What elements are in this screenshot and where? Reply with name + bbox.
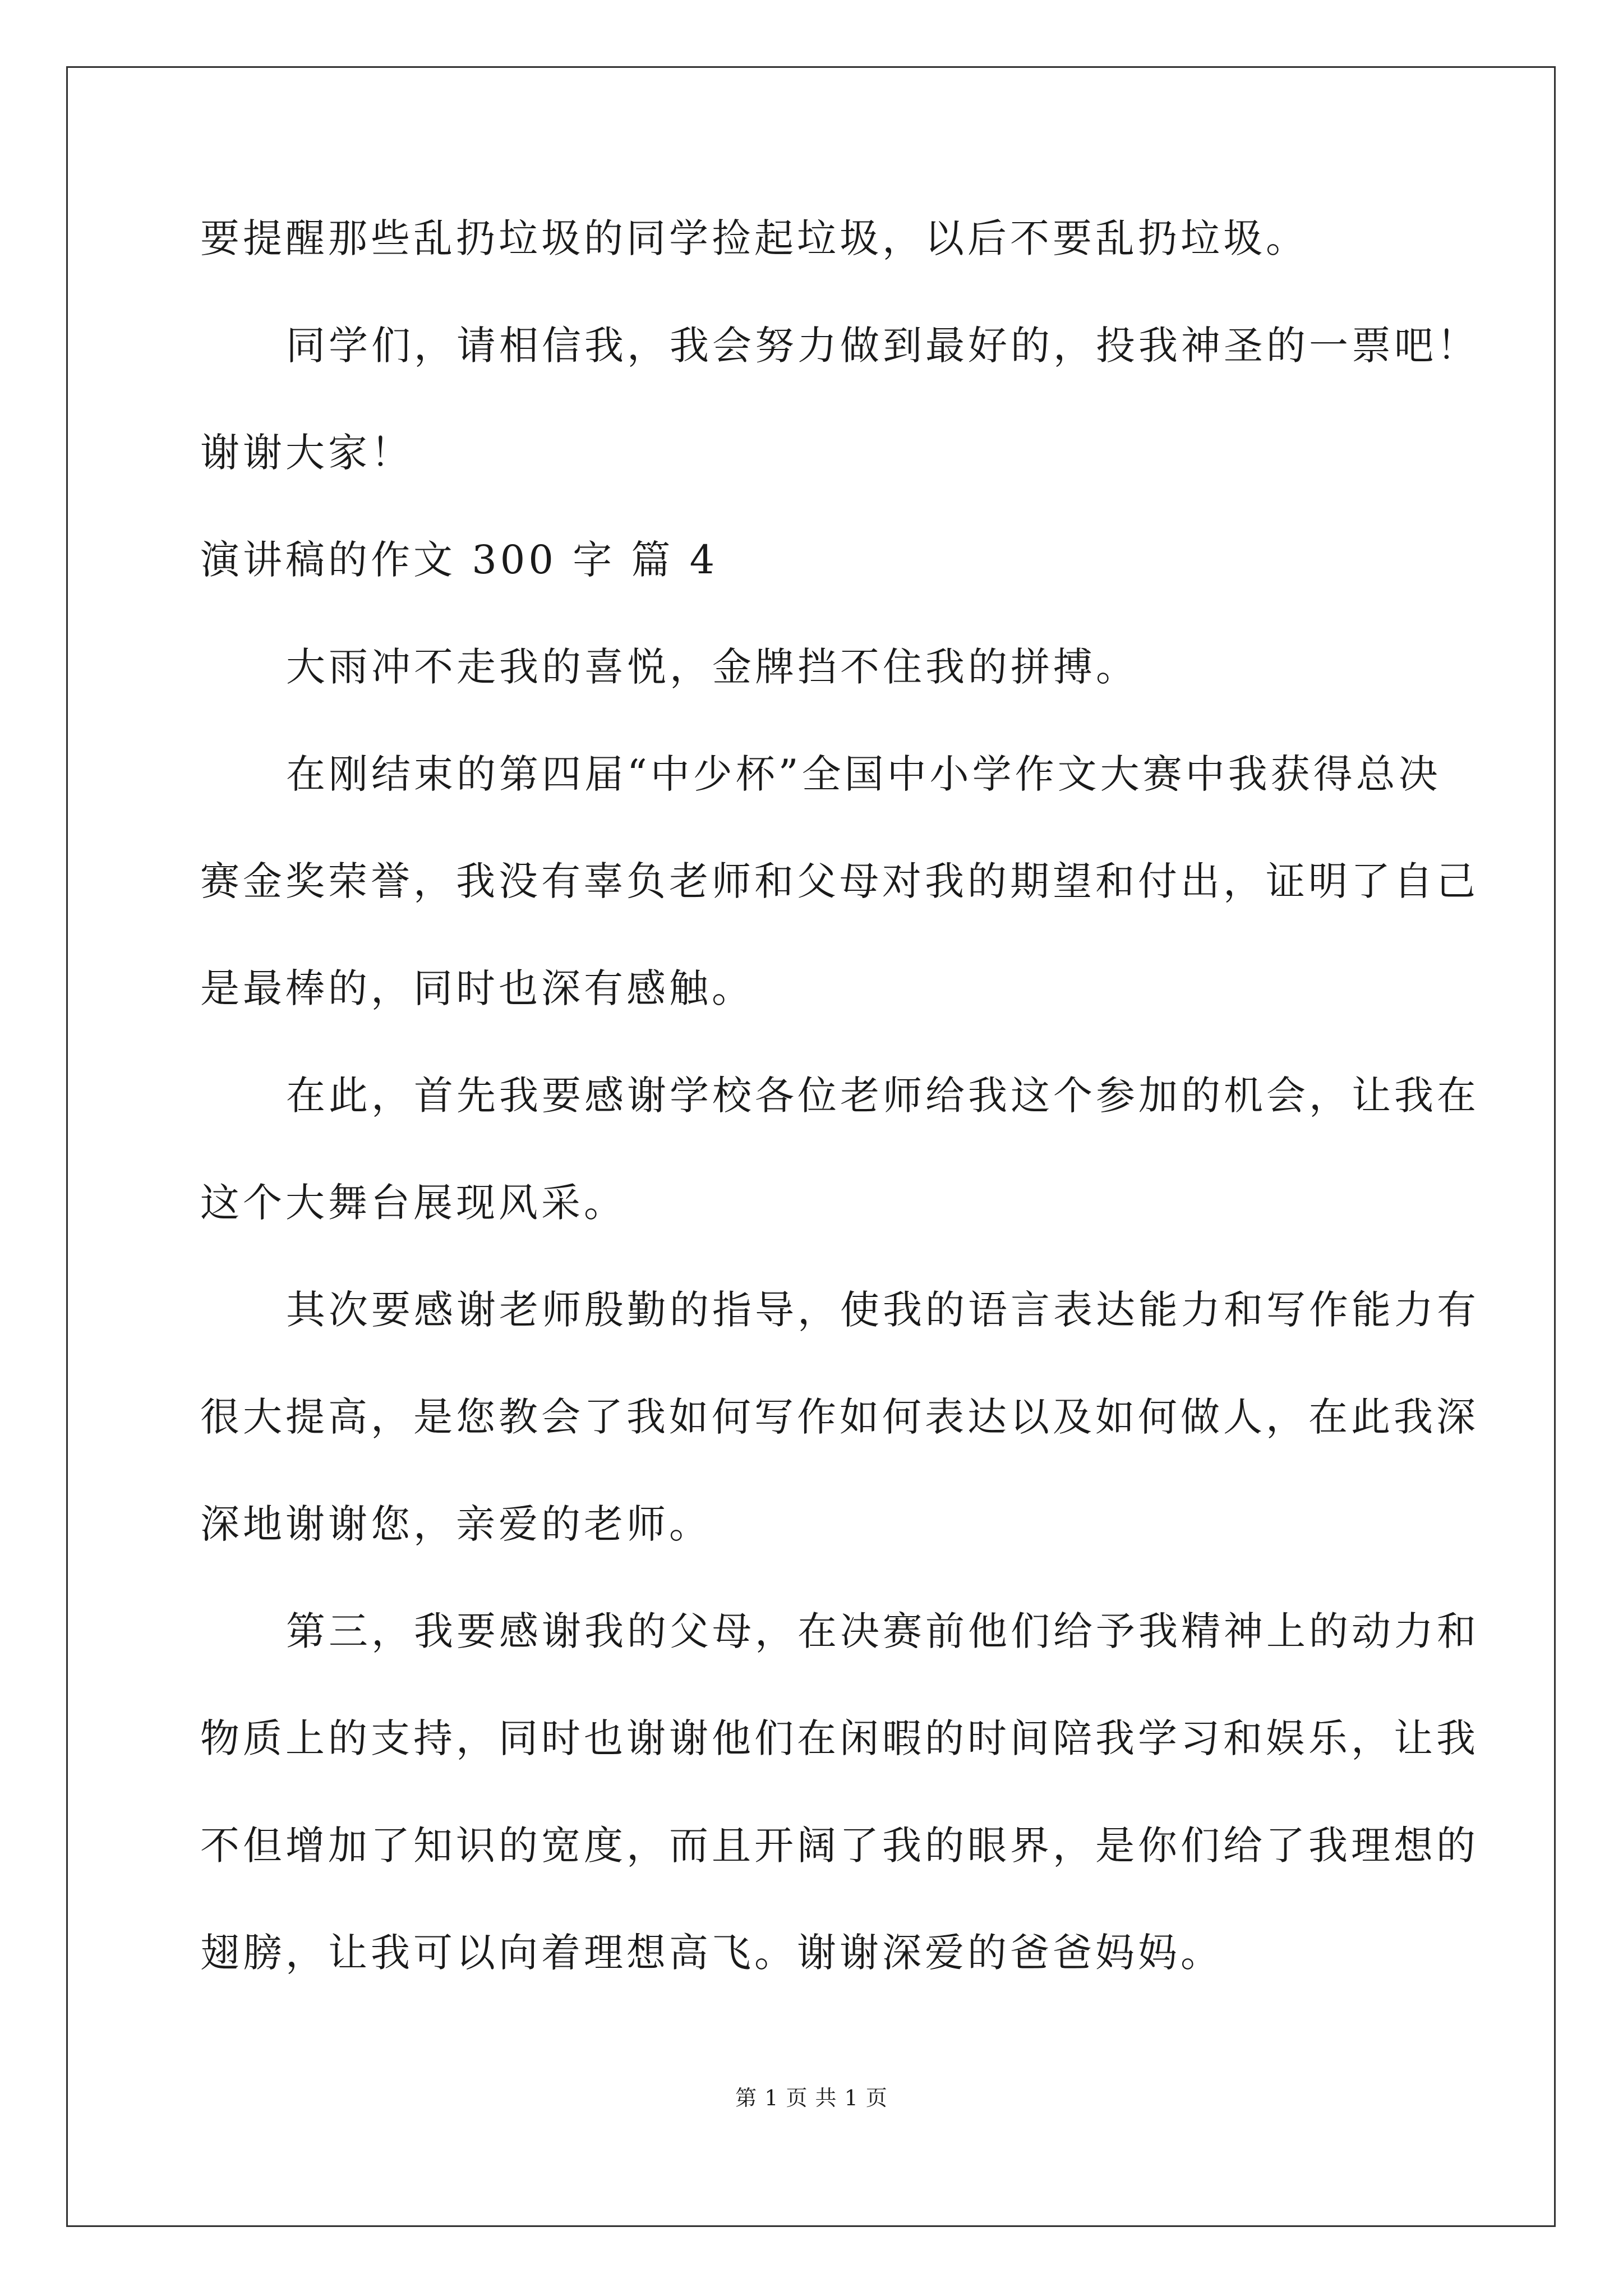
text-line: 翅膀，让我可以向着理想高飞。谢谢深爱的爸爸妈妈。 (200, 1930, 1223, 1976)
text-line: 第三，我要感谢我的父母，在决赛前他们给予我精神上的动力和 (286, 1608, 1479, 1654)
page-border (66, 66, 1556, 2227)
text-line: 深地谢谢您，亲爱的老师。 (200, 1501, 712, 1547)
text-line: 这个大舞台展现风采。 (200, 1180, 626, 1226)
text-line: 大雨冲不走我的喜悦，金牌挡不住我的拼搏。 (286, 644, 1138, 690)
text-line: 很大提高，是您教会了我如何写作如何表达以及如何做人，在此我深 (200, 1394, 1479, 1440)
text-line: 物质上的支持，同时也谢谢他们在闲暇的时间陪我学习和娱乐，让我 (200, 1715, 1479, 1761)
text-line: 谢谢大家！ (200, 430, 413, 476)
text-line: 其次要感谢老师殷勤的指导，使我的语言表达能力和写作能力有 (286, 1287, 1479, 1333)
text-line: 是最棒的，同时也深有感触。 (200, 965, 754, 1011)
text-line: 赛金奖荣誉，我没有辜负老师和父母对我的期望和付出，证明了自己 (200, 858, 1479, 904)
page-footer: 第 1 页 共 1 页 (735, 2086, 888, 2110)
text-line: 不但增加了知识的宽度，而且开阔了我的眼界，是你们给了我理想的 (200, 1823, 1479, 1869)
text-line: 要提醒那些乱扔垃圾的同学捡起垃圾，以后不要乱扔垃圾。 (200, 215, 1308, 261)
text-line: 同学们，请相信我，我会努力做到最好的，投我神圣的一票吧！ (286, 323, 1479, 369)
text-line: 在此，首先我要感谢学校各位老师给我这个参加的机会，让我在 (286, 1073, 1479, 1119)
section-heading: 演讲稿的作文 300 字 篇 4 (200, 537, 718, 583)
text-line: 在刚结束的第四届“中少杯”全国中小学作文大赛中我获得总决 (286, 751, 1441, 797)
